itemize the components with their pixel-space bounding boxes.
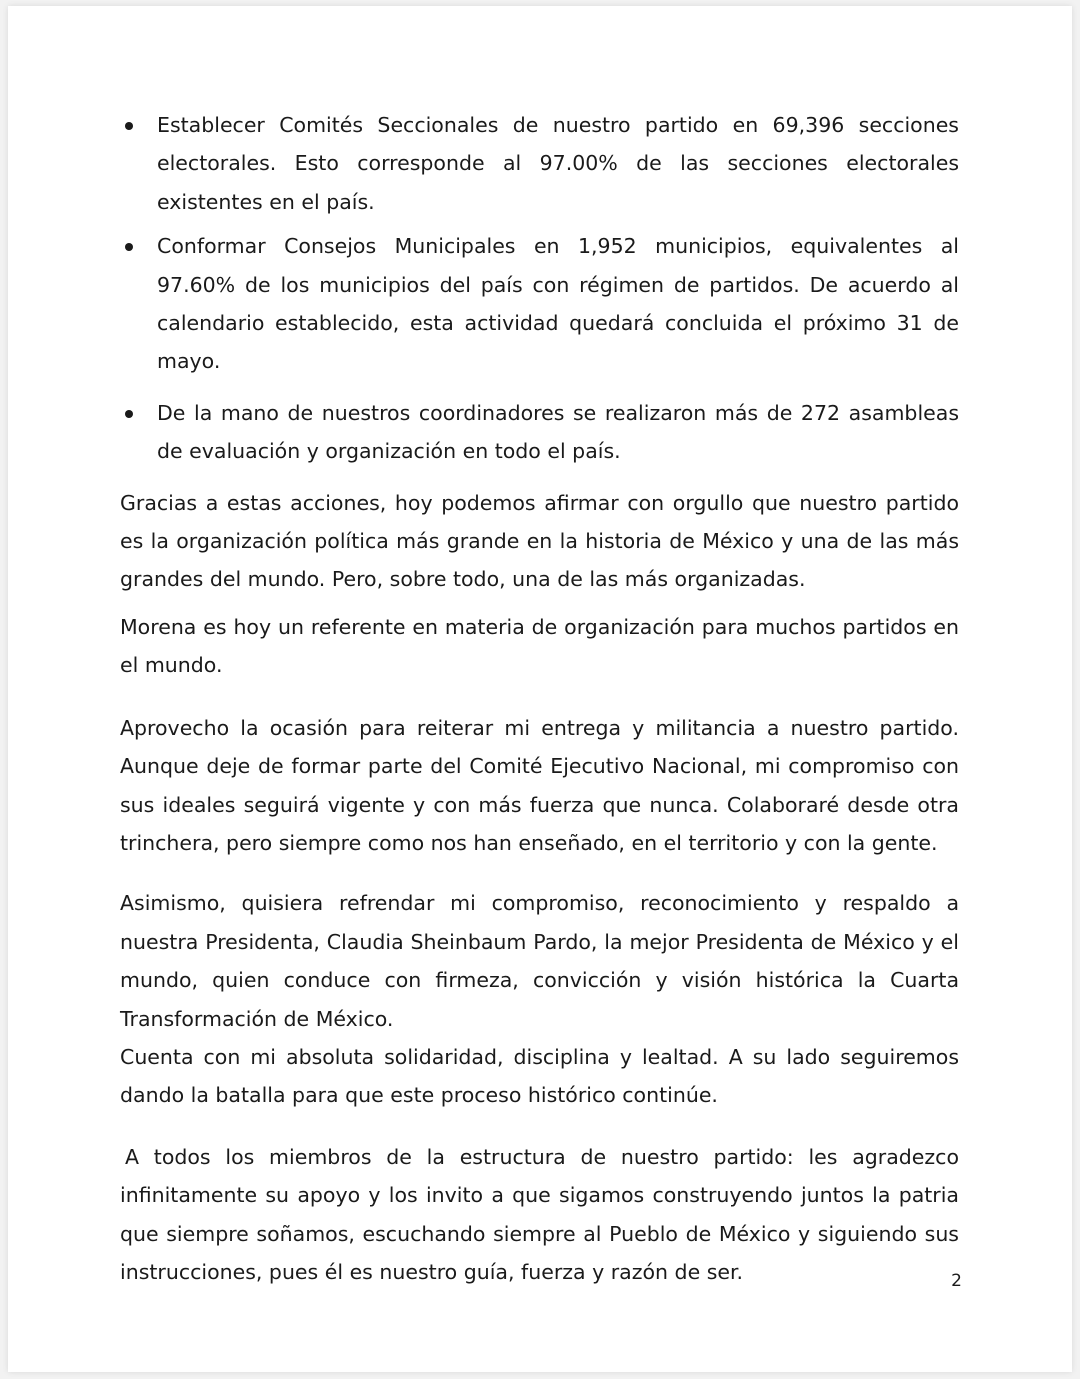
paragraph: Morena es hoy un referente en materia de organización para muchos partidos en el mundo. [120,614,959,678]
bullet-icon [125,410,133,418]
paragraph: Cuenta con mi absoluta solidaridad, disciplina y lealtad. A su lado seguiremos dando la batalla para que este proceso histórico continúe. [120,1044,959,1108]
list-item [120,227,959,381]
document-page [8,6,1072,1372]
bullet-list [120,106,959,471]
list-item [120,394,959,471]
bullet-icon [125,243,133,251]
list-item [120,106,959,221]
paragraph: Aprovecho la ocasión para reiterar mi entrega y militancia a nuestro partido. Aunque deje de formar parte del Comité Ejecutivo Nacional, mi compromiso con sus ideales seguirá vigente y con más fuerza que nunca. Colaboraré desde otra trinchera, pero siempre como nos han enseñado, en el territorio y con la gente. [120,715,959,855]
list-item-text: De la mano de nuestros coordinadores se realizaron más de 272 asambleas de evaluación y organización en todo el país. [157,400,959,464]
list-item-text: Establecer Comités Seccionales de nuestro partido en 69,396 secciones electorales. Esto corresponde al 97.00% de las secciones electorales existentes en el país. [157,113,959,214]
page-number: 2 [951,1271,962,1291]
paragraph: Asimismo, quisiera refrendar mi compromiso, reconocimiento y respaldo a nuestra Presidenta, Claudia Sheinbaum Pardo, la mejor Presidenta de México y el mundo, quien conduce con firmeza, convicción y visión histórica la Cuarta Transformación de México. [120,891,959,1031]
document-body [120,106,959,1291]
paragraph: Gracias a estas acciones, hoy podemos afirmar con orgullo que nuestro partido es la organización política más grande en la historia de México y una de las más grandes del mundo. Pero, sobre todo, una de las más organizadas. [120,490,959,592]
paragraph: A todos los miembros de la estructura de nuestro partido: les agradezco infinitamente su apoyo y los invito a que sigamos construyendo juntos la patria que siempre soñamos, escuchando siempre al Pueblo de México y siguiendo sus instrucciones, pues él es nuestro guía, fuerza y razón de ser. [120,1144,959,1284]
list-item-text: Conformar Consejos Municipales en 1,952 municipios, equivalentes al 97.60% de los municipios del país con régimen de partidos. De acuerdo al calendario establecido, esta actividad quedará concluida el próximo 31 de mayo. [157,234,959,374]
bullet-icon [125,122,133,130]
